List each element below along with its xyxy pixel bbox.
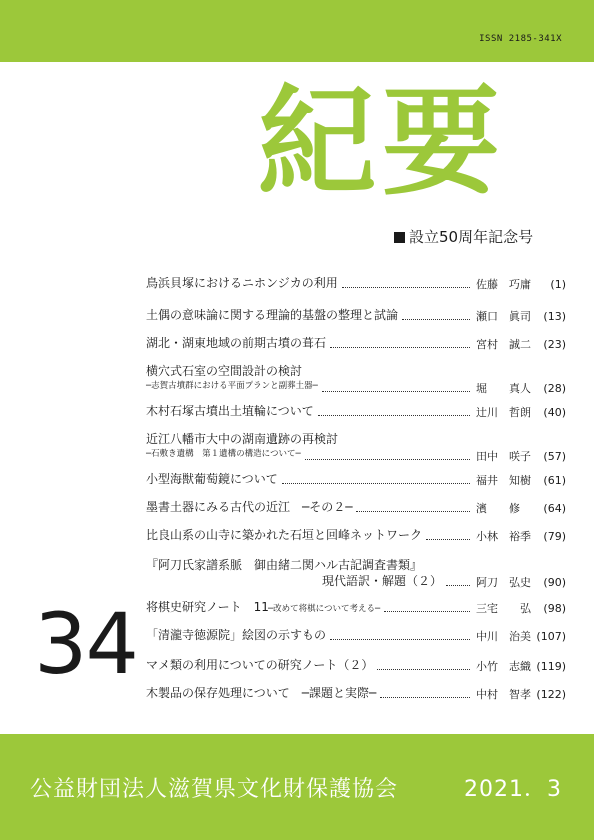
toc-entry-title: マメ類の利用についての研究ノート（２） — [146, 658, 374, 672]
square-bullet-icon — [394, 232, 405, 243]
toc-entry-page: (23) — [543, 338, 566, 351]
toc-entry-page: (90) — [543, 576, 566, 589]
dotted-leader — [342, 287, 470, 288]
toc-entry-author: 辻川 哲朗 — [476, 406, 531, 419]
dotted-leader — [330, 639, 470, 640]
dotted-leader — [322, 391, 470, 392]
issue-subtitle — [394, 226, 533, 247]
toc-entry-page: (79) — [543, 530, 566, 543]
toc-entry-title: 土偶の意味論に関する理論的基盤の整理と試論 — [146, 308, 399, 322]
toc-entry-title: 木村石塚古墳出土埴輪について — [146, 404, 314, 418]
toc-entry-page: (40) — [543, 406, 566, 419]
dotted-leader — [377, 669, 470, 670]
toc-entry-author: 小竹 志織 — [476, 660, 531, 673]
toc-entry-author: 阿刀 弘史 — [476, 576, 531, 589]
issue-subtitle-text: 設立50周年記念号 — [409, 228, 534, 246]
toc-entry-title: 鳥浜貝塚におけるニホンジカの利用 — [146, 276, 338, 290]
publisher-name: 公益財団法人滋賀県文化財保護協会 — [30, 777, 399, 802]
top-green-band — [0, 0, 594, 62]
toc-entry-title: 比良山系の山寺に築かれた石垣と回峰ネットワーク — [146, 528, 423, 542]
dotted-leader — [330, 347, 470, 348]
toc-entry-page: (64) — [543, 502, 566, 515]
dotted-leader — [356, 511, 470, 512]
volume-number: 34 — [34, 595, 137, 693]
toc-entry-page: (13) — [543, 310, 566, 323]
toc-entry-author: 中川 治美 — [476, 630, 531, 643]
dotted-leader — [318, 415, 470, 416]
toc-entry-page: (28) — [543, 382, 566, 395]
toc-entry-page: (61) — [543, 474, 566, 487]
toc-entry-author: 中村 智孝 — [476, 688, 531, 701]
toc-entry-title: 将棋史研究ノート 11 — [146, 600, 269, 614]
dotted-leader — [446, 585, 470, 586]
toc-entry-page: (98) — [543, 602, 566, 615]
toc-entry-subtitle: ─志賀古墳群における平面プランと副葬土器─ — [146, 381, 318, 391]
dotted-leader — [305, 459, 470, 460]
toc-entry-page: (1) — [550, 278, 566, 291]
dotted-leader — [380, 697, 470, 698]
toc-entry-page: (119) — [536, 660, 566, 673]
toc-entry-title: 湖北・湖東地域の前期古墳の葺石 — [146, 336, 327, 350]
toc-entry-title: 「清瀧寺徳源院」絵図の示すもの — [146, 628, 327, 642]
toc-entry-title: 小型海獣葡萄鏡について — [146, 472, 278, 486]
toc-entry-author: 三宅 弘 — [476, 602, 531, 615]
toc-entry-title: 『阿刀氏家譜系脈 御由緒二関ハル古記調査書類』 — [146, 558, 423, 572]
toc-entry-page: (107) — [536, 630, 566, 643]
dotted-leader — [402, 319, 470, 320]
toc-entry-subtitle: ─石敷き遺構 第１遺構の構造について─ — [146, 449, 301, 459]
toc-entry-author: 瀬口 眞司 — [476, 310, 531, 323]
toc-entry-title: 木製品の保存処理について ─課題と実際─ — [146, 686, 377, 700]
toc-entry-page: (122) — [536, 688, 566, 701]
toc-entry-author: 堀 真人 — [476, 382, 531, 395]
toc-entry-author: 福井 知樹 — [476, 474, 531, 487]
issn-number: ISSN 2185-341X — [479, 34, 562, 44]
toc-entry-subtitle: 現代語訳・解題（２） — [322, 574, 443, 588]
publication-date: 2021．3 — [464, 777, 562, 802]
dotted-leader — [426, 539, 470, 540]
toc-entry-author: 宮村 誠二 — [476, 338, 531, 351]
toc-entry-title: 近江八幡市大中の湖南遺跡の再検討 — [146, 432, 339, 446]
toc-entry-subtitle: ─改めて将棋について考える─ — [268, 604, 381, 614]
dotted-leader — [282, 483, 470, 484]
toc-entry-author: 濱 修 — [476, 502, 520, 515]
toc-entry-title: 墨書土器にみる古代の近江 ─その２─ — [146, 500, 353, 514]
toc-entry-page: (57) — [543, 450, 566, 463]
toc-entry-title: 横穴式石室の空間設計の検討 — [146, 364, 303, 378]
journal-title: 紀要 — [258, 73, 507, 211]
toc-entry-author: 田中 咲子 — [476, 450, 531, 463]
toc-entry-author: 小林 裕季 — [476, 530, 531, 543]
toc-entry-author: 佐藤 巧庸 — [476, 278, 531, 291]
dotted-leader — [384, 611, 470, 612]
